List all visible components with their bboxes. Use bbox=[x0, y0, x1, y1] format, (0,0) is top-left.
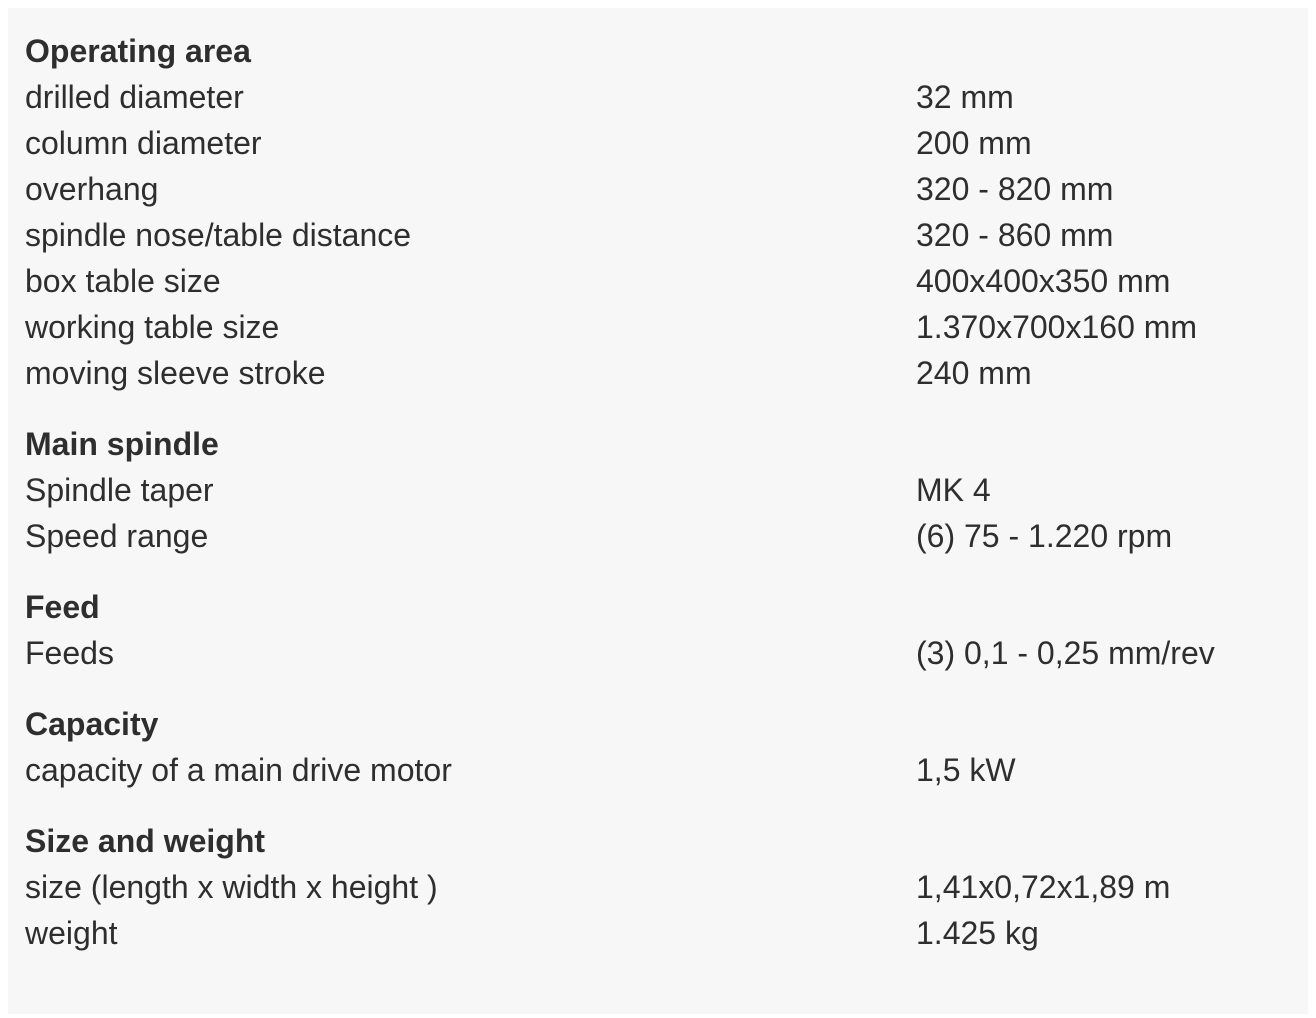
spec-value: 320 - 820 mm bbox=[916, 171, 1114, 207]
spec-value: 240 mm bbox=[916, 355, 1032, 391]
spec-label: box table size bbox=[25, 263, 221, 299]
spec-row-moving-sleeve-stroke bbox=[25, 350, 1308, 396]
section-operating-area bbox=[25, 28, 1308, 396]
spec-label: working table size bbox=[25, 309, 280, 345]
spec-row-feeds bbox=[25, 630, 1308, 676]
spec-value: 320 - 860 mm bbox=[916, 217, 1114, 253]
section-title: Size and weight bbox=[25, 823, 266, 859]
spec-label: Feeds bbox=[25, 635, 114, 671]
spec-label: overhang bbox=[25, 171, 159, 207]
spec-value: (3) 0,1 - 0,25 mm/rev bbox=[916, 635, 1215, 671]
spec-row-size bbox=[25, 864, 1308, 910]
spec-row-overhang bbox=[25, 166, 1308, 212]
spec-value: 1,41x0,72x1,89 m bbox=[916, 869, 1171, 905]
section-main-spindle bbox=[25, 421, 1308, 559]
spec-row-spindle-taper bbox=[25, 467, 1308, 513]
section-title: Main spindle bbox=[25, 426, 219, 462]
spec-value: (6) 75 - 1.220 rpm bbox=[916, 518, 1173, 554]
spec-label: moving sleeve stroke bbox=[25, 355, 326, 391]
section-capacity bbox=[25, 701, 1308, 793]
spec-value: 32 mm bbox=[916, 79, 1014, 115]
spec-row-speed-range bbox=[25, 513, 1308, 559]
spec-label: spindle nose/table distance bbox=[25, 217, 412, 253]
spec-value: 400x400x350 mm bbox=[916, 263, 1171, 299]
spec-row-weight bbox=[25, 910, 1308, 956]
spec-row-drilled-diameter bbox=[25, 74, 1308, 120]
spec-row-box-table-size bbox=[25, 258, 1308, 304]
spec-row-column-diameter bbox=[25, 120, 1308, 166]
spec-label: size (length x width x height ) bbox=[25, 869, 438, 905]
spec-label: column diameter bbox=[25, 125, 262, 161]
spec-value: MK 4 bbox=[916, 472, 991, 508]
spec-label: weight bbox=[25, 915, 118, 951]
spec-label: Speed range bbox=[25, 518, 209, 554]
spec-row-working-table-size bbox=[25, 304, 1308, 350]
section-title: Capacity bbox=[25, 706, 159, 742]
spec-value: 1.370x700x160 mm bbox=[916, 309, 1198, 345]
spec-label: Spindle taper bbox=[25, 472, 214, 508]
spec-label: drilled diameter bbox=[25, 79, 244, 115]
spec-row-main-drive-motor-capacity bbox=[25, 747, 1308, 793]
section-title: Operating area bbox=[25, 33, 251, 69]
spec-value: 1,5 kW bbox=[916, 752, 1016, 788]
spec-value: 200 mm bbox=[916, 125, 1032, 161]
spec-row-spindle-nose-table-distance bbox=[25, 212, 1308, 258]
section-size-and-weight bbox=[25, 818, 1308, 956]
section-title: Feed bbox=[25, 589, 100, 625]
spec-label: capacity of a main drive motor bbox=[25, 752, 452, 788]
spec-sheet bbox=[8, 8, 1308, 1014]
section-feed bbox=[25, 584, 1308, 676]
spec-value: 1.425 kg bbox=[916, 915, 1039, 951]
